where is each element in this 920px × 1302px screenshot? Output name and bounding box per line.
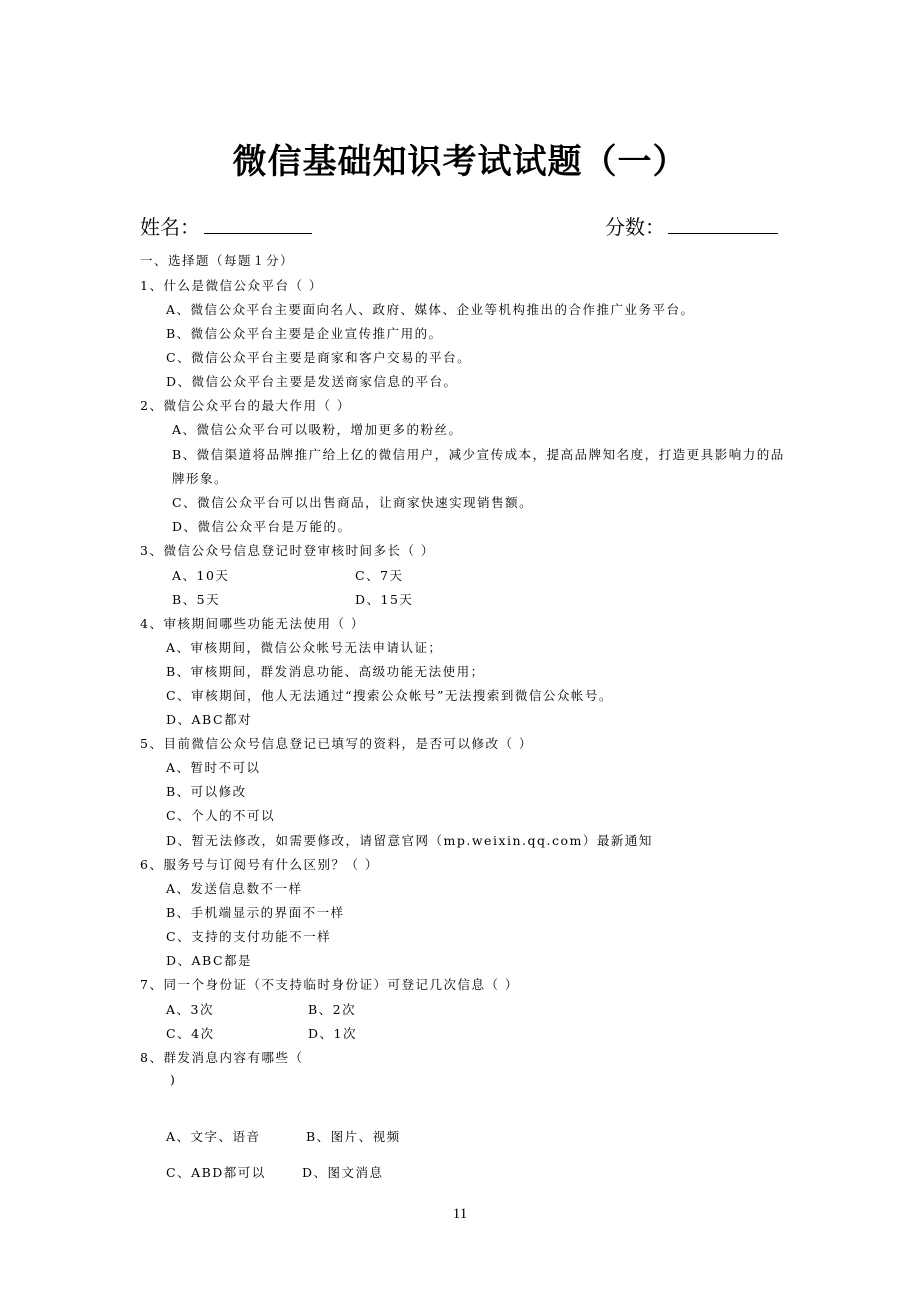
question-stem: 6、服务号与订阅号有什么区别？（ ） (140, 857, 379, 872)
option-item: A、暂时不可以 (166, 760, 261, 775)
question-stem: 3、微信公众号信息登记时登审核时间多长（ ） (140, 543, 435, 558)
option-item: B、图片、视频 (306, 1129, 401, 1144)
option-item: B、手机端显示的界面不一样 (166, 905, 345, 920)
option-item: C、审核期间，他人无法通过“搜索公众帐号”无法搜索到微信公众帐号。 (166, 688, 613, 703)
question-stem: 4、审核期间哪些功能无法使用（ ） (140, 616, 365, 631)
score-label: 分数： (605, 215, 665, 239)
question-stem: 1、什么是微信公众平台（ ） (140, 278, 323, 293)
option-item: C、微信公众平台可以出售商品，让商家快速实现销售额。 (172, 495, 534, 510)
option-item: A、3次 (166, 1002, 214, 1017)
option-item: B、5天 (172, 592, 221, 607)
option-item: A、10天 (172, 568, 230, 583)
option-item: D、ABC都是 (166, 953, 253, 968)
option-item: C、微信公众平台主要是商家和客户交易的平台。 (166, 350, 472, 365)
option-item: C、支持的支付功能不一样 (166, 929, 332, 944)
section-heading: 一、选择题（每题１分） (140, 253, 295, 268)
option-item: A、文字、语音 (166, 1129, 261, 1144)
question-stem: 5、目前微信公众号信息登记已填写的资料，是否可以修改（ ） (140, 736, 533, 751)
option-item: B、微信公众平台主要是企业宣传推广用的。 (166, 326, 443, 341)
option-item: D、15天 (355, 592, 414, 607)
option-item: C、7天 (355, 568, 404, 583)
option-item: C、4次 (166, 1026, 215, 1041)
page-number: 11 (452, 1206, 468, 1222)
option-item: D、微信公众平台主要是发送商家信息的平台。 (166, 374, 458, 389)
question-stem: 7、同一个身份证（不支持临时身份证）可登记几次信息（ ） (140, 977, 519, 992)
name-label: 姓名： (140, 215, 200, 239)
option-item: 牌形象。 (172, 471, 229, 486)
option-item: C、个人的不可以 (166, 808, 276, 823)
question-stem: 2、微信公众平台的最大作用（ ） (140, 398, 351, 413)
option-item: D、图文消息 (302, 1165, 384, 1180)
option-item: A、发送信息数不一样 (166, 881, 303, 896)
option-item: C、ABD都可以 (166, 1165, 266, 1180)
option-item: B、可以修改 (166, 784, 247, 799)
option-item: B、微信渠道将品牌推广给上亿的微信用户，减少宣传成本，提高品牌知名度，打造更具影响力的品 (172, 447, 785, 462)
option-item: A、审核期间，微信公众帐号无法申请认证； (166, 640, 443, 655)
exam-title: 微信基础知识考试试题（一） (232, 142, 688, 182)
question-stem-continuation: ) (170, 1072, 177, 1087)
option-item: D、暂无法修改，如需要修改，请留意官网（mp.weixin.qq.com）最新通知 (166, 833, 653, 848)
question-stem: 8、群发消息内容有哪些（ (140, 1050, 304, 1065)
option-item: B、审核期间，群发消息功能、高级功能无法使用； (166, 664, 485, 679)
option-item: D、1次 (308, 1026, 357, 1041)
option-item: B、2次 (308, 1002, 357, 1017)
option-item: A、微信公众平台主要面向名人、政府、媒体、企业等机构推出的合作推广业务平台。 (166, 302, 695, 317)
option-item: D、微信公众平台是万能的。 (172, 519, 352, 534)
name-blank[interactable] (204, 233, 312, 234)
option-item: D、ABC都对 (166, 712, 253, 727)
option-item: A、微信公众平台可以吸粉，增加更多的粉丝。 (172, 422, 463, 437)
score-blank[interactable] (668, 233, 778, 234)
